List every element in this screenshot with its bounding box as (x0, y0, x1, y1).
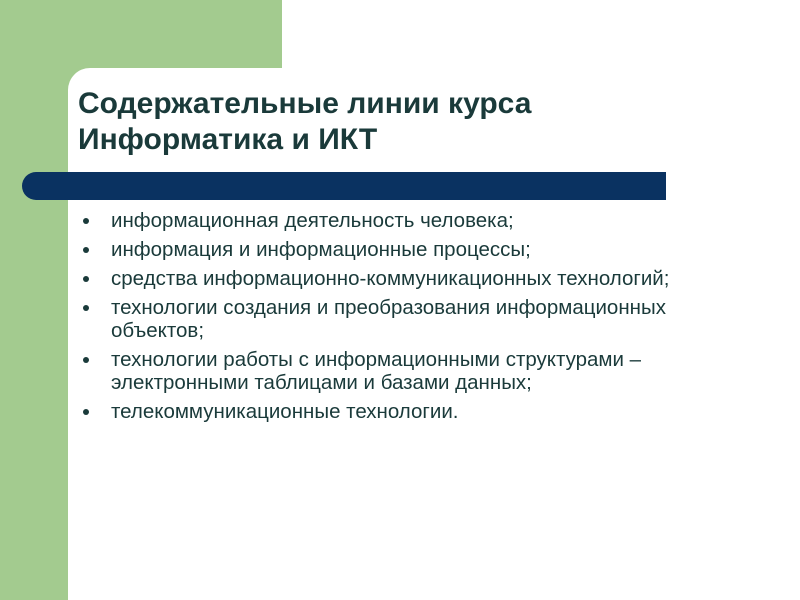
bullet-item (80, 348, 760, 394)
bullet-dot-icon (83, 218, 89, 224)
slide-title-line-2: Информатика и ИКТ (78, 123, 378, 156)
bullet-dot-icon (83, 247, 89, 253)
bullet-item (80, 400, 760, 423)
bullet-item (80, 238, 760, 261)
bullet-dot-icon (83, 409, 89, 415)
slide-title-line-1: Содержательные линии курса (78, 87, 532, 120)
bullet-item (80, 296, 760, 342)
bullet-text: технологии создания и преобразования информационных объектов; (111, 296, 666, 342)
bullet-item (80, 209, 760, 232)
bullet-text: технологии работы с информационными структурами – электронными таблицами и базами данных; (111, 348, 642, 394)
bullet-text: телекоммуникационные технологии. (111, 400, 459, 423)
bullet-list (80, 209, 760, 429)
bullet-text: информационная деятельность человека; (111, 209, 514, 232)
bullet-text: информация и информационные процессы; (111, 238, 531, 261)
bullet-dot-icon (83, 276, 89, 282)
bullet-text: средства информационно-коммуникационных технологий; (111, 267, 670, 290)
bullet-dot-icon (83, 357, 89, 363)
bullet-item (80, 267, 760, 290)
slide-title (78, 86, 678, 158)
bullet-dot-icon (83, 305, 89, 311)
title-underline-bar (22, 172, 666, 200)
